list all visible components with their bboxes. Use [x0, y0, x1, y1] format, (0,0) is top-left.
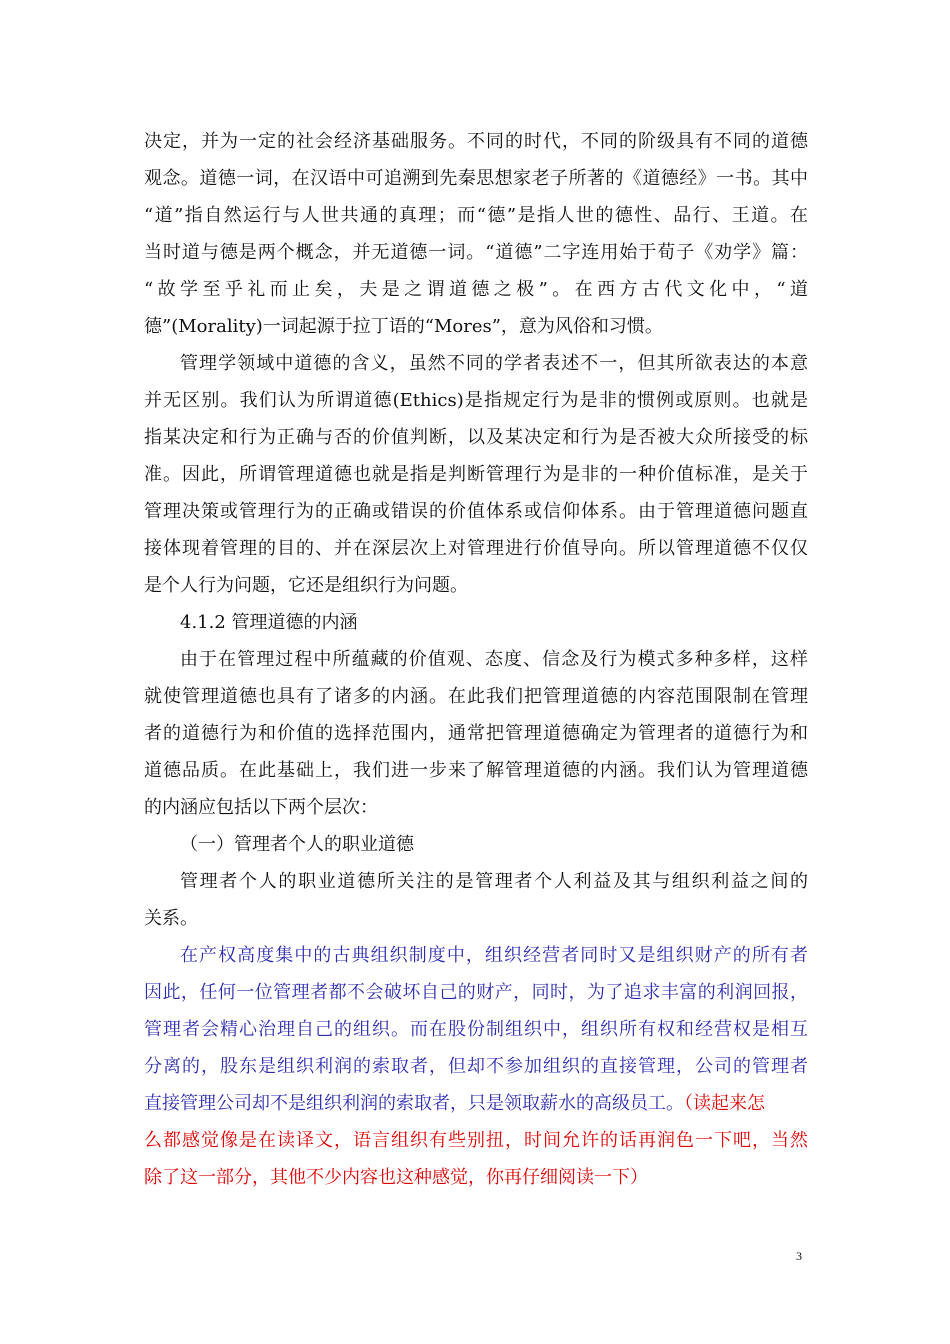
body-line: 道德品质。在此基础上，我们进一步来了解管理道德的内涵。我们认为管理道德 — [144, 760, 808, 781]
section-heading: 4.1.2 管理道德的内涵 — [180, 612, 358, 633]
body-line: 并无区别。我们认为所谓道德(Ethics)是指规定行为是非的惯例或原则。也就是 — [144, 390, 808, 411]
body-line: 决定，并为一定的社会经济基础服务。不同的时代，不同的阶级具有不同的道德 — [144, 131, 808, 152]
reviewer-comment-line: 么都感觉像是在读译文，语言组织有些别扭，时间允许的话再润色一下吧，当然 — [144, 1130, 808, 1151]
paragraph-first-line: 管理者个人的职业道德所关注的是管理者个人利益及其与组织利益之间的 — [180, 871, 808, 892]
paragraph-first-line: 管理学领域中道德的含义，虽然不同的学者表述不一，但其所欲表达的本意 — [180, 353, 808, 374]
body-line: “故学至乎礼而止矣，夫是之谓道德之极”。在西方古代文化中，“道 — [144, 279, 808, 300]
body-line: 是个人行为问题，它还是组织行为问题。 — [144, 575, 468, 596]
body-line: 当时道与德是两个概念，并无道德一词。“道德”二字连用始于荀子《劝学》篇： — [144, 242, 808, 263]
blue-paragraph-line: 分离的，股东是组织利润的索取者，但却不参加组织的直接管理，公司的管理者 — [144, 1056, 808, 1077]
body-line: 就使管理道德也具有了诸多的内涵。在此我们把管理道德的内容范围限制在管理 — [144, 686, 808, 707]
subsection-heading: （一）管理者个人的职业道德 — [180, 834, 414, 855]
body-line: 准。因此，所谓管理道德也就是指是判断管理行为是非的一种价值标准，是关于 — [144, 464, 808, 485]
body-line: 接体现着管理的目的、并在深层次上对管理进行价值导向。所以管理道德不仅仅 — [144, 538, 808, 559]
blue-paragraph-end: 直接管理公司却不是组织利润的索取者，只是领取薪水的高级员工。 — [144, 1093, 684, 1114]
body-line: 观念。道德一词，在汉语中可追溯到先秦思想家老子所著的《道德经》一书。其中 — [144, 168, 808, 189]
body-line: 者的道德行为和价值的选择范围内，通常把管理道德确定为管理者的道德行为和 — [144, 723, 808, 744]
mixed-line — [144, 1089, 808, 1119]
body-line: 关系。 — [144, 908, 198, 929]
blue-paragraph-line: 在产权高度集中的古典组织制度中，组织经营者同时又是组织财产的所有者 — [180, 945, 808, 966]
reviewer-comment-start: （读起来怎 — [684, 1093, 765, 1114]
blue-paragraph-line: 因此，任何一位管理者都不会破坏自己的财产，同时，为了追求丰富的利润回报， — [144, 982, 808, 1003]
body-line: 指某决定和行为正确与否的价值判断，以及某决定和行为是否被大众所接受的标 — [144, 427, 808, 448]
body-line: 管理决策或管理行为的正确或错误的价值体系或信仰体系。由于管理道德问题直 — [144, 501, 808, 522]
page-number: 3 — [796, 1249, 802, 1263]
reviewer-comment-line: 除了这一部分，其他不少内容也这种感觉，你再仔细阅读一下） — [144, 1167, 648, 1188]
body-line: 德”(Morality)一词起源于拉丁语的“Mores”，意为风俗和习惯。 — [144, 316, 663, 337]
body-line: “道”指自然运行与人世共通的真理；而“德”是指人世的德性、品行、王道。在 — [144, 205, 808, 226]
paragraph-first-line: 由于在管理过程中所蕴藏的价值观、态度、信念及行为模式多种多样，这样 — [180, 649, 808, 670]
blue-paragraph-line: 管理者会精心治理自己的组织。而在股份制组织中，组织所有权和经营权是相互 — [144, 1019, 808, 1040]
body-line: 的内涵应包括以下两个层次： — [144, 797, 378, 818]
